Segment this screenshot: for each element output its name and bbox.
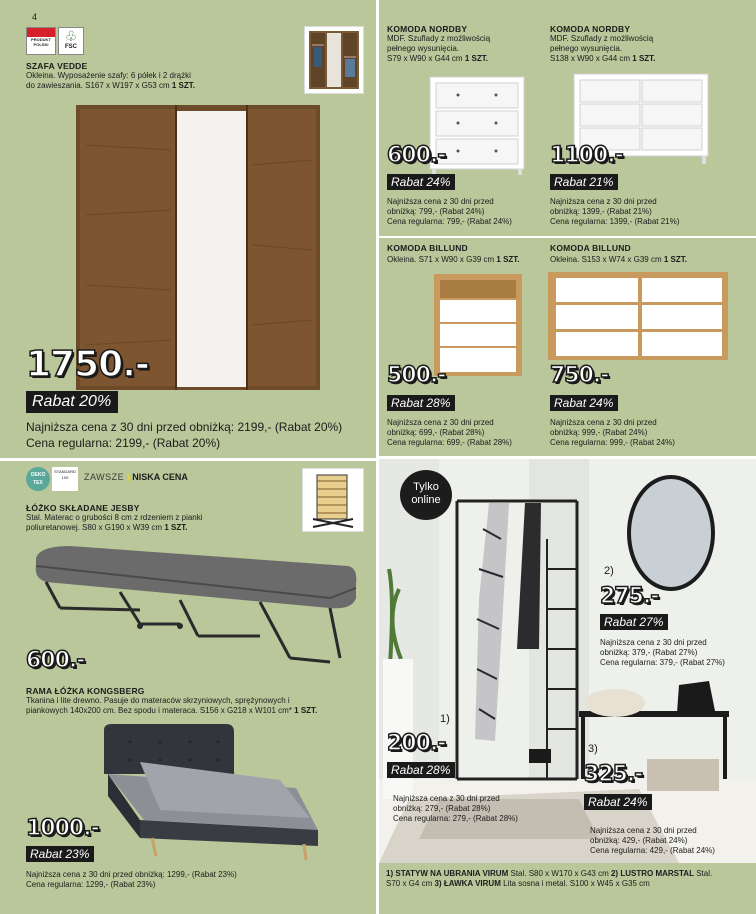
lozko-description: [26, 513, 296, 533]
tree-icon: ♧: [64, 28, 78, 44]
billund2-title: KOMODA BILLUND: [550, 243, 631, 253]
oeko-tex-badge: [26, 467, 50, 491]
szafa-title: SZAFA VEDDE: [26, 61, 88, 71]
lustro-marker: 2): [604, 565, 614, 577]
wardrobe-interior-thumbnail: [304, 26, 364, 94]
szafa-price: 1750.-: [26, 344, 149, 385]
rama-lowest-price: Najniższa cena z 30 dni przed obniżką: 1299,- (Rabat 23%): [26, 870, 237, 879]
nordby2-price: 1100.-: [550, 143, 623, 168]
nordby1-lowest-line2: obniżką: 799,- (Rabat 24%): [387, 207, 485, 216]
lustro-lowest-line1: Najniższa cena z 30 dni przed: [600, 638, 707, 647]
nordby2-desc-line2: pełnego wysunięcia.: [550, 44, 623, 53]
nordby1-title: KOMODA NORDBY: [387, 24, 468, 34]
footer-t3: ŁAWKA VIRUM: [443, 879, 501, 888]
nordby1-regular: Cena regularna: 799,- (Rabat 24%): [387, 217, 512, 226]
szafa-description: [26, 71, 286, 91]
zawsze-niska-cena-badge: [84, 472, 188, 482]
nordby1-desc-line1: MDF. Szuflady z możliwością: [387, 34, 491, 43]
lawka-rabat-badge: Rabat 24%: [584, 794, 652, 810]
nordby2-lowest-line1: Najniższa cena z 30 dni przed: [550, 197, 657, 206]
billund1-rabat-badge: Rabat 28%: [387, 395, 455, 411]
lozko-price: 600.-: [26, 648, 85, 673]
lawka-price: 325.-: [584, 762, 643, 787]
lozko-desc-line1: Stal. Materac o grubości 8 cm z rdzeniem z pianki: [26, 513, 203, 522]
szafa-regular-price: Cena regularna: 2199,- (Rabat 20%): [26, 436, 221, 450]
niska-cena-label: NISKA CENA: [132, 472, 188, 482]
nordby2-desc-line1: MDF. Szuflady z możliwością: [550, 34, 654, 43]
rama-qty: 1 SZT.: [294, 706, 318, 715]
nordby1-qty: 1 SZT.: [464, 54, 488, 63]
horizontal-divider-left-mid: [0, 458, 376, 461]
footer-n1: 1): [386, 869, 394, 878]
szafa-lowest-price: Najniższa cena z 30 dni przed obniżką: 2199,- (Rabat 20%): [26, 420, 343, 434]
fsc-badge: [58, 27, 84, 55]
szafa-qty: 1 SZT.: [171, 81, 195, 90]
billund2-lowest-line2: obniżką: 999,- (Rabat 24%): [550, 428, 648, 437]
lustro-rabat-badge: Rabat 27%: [600, 614, 668, 630]
produkt-polski-badge: [26, 27, 56, 55]
nordby2-regular: Cena regularna: 1399,- (Rabat 21%): [550, 217, 680, 226]
lustro-price: 275.-: [600, 584, 659, 609]
billund1-regular: Cena regularna: 699,- (Rabat 28%): [387, 438, 512, 447]
nordby2-lowest-line2: obniżką: 1399,- (Rabat 21%): [550, 207, 652, 216]
hallway-footer: [386, 869, 750, 889]
statyw-price: 200.-: [387, 731, 446, 756]
lozko-qty: 1 SZT.: [164, 523, 188, 532]
standard-badge: [52, 467, 78, 491]
nordby1-desc-line2: pełnego wysunięcia.: [387, 44, 460, 53]
footer-n2: 2): [610, 869, 619, 878]
szafa-desc-line1: Okleina. Wyposażenie szafy: 6 półek i 2 drążki: [26, 71, 191, 80]
nordby2-qty: 1 SZT.: [632, 54, 656, 63]
nordby1-price: 600.-: [387, 143, 446, 168]
billund1-price-info: [387, 418, 547, 448]
folding-bed-thumbnail: [302, 468, 364, 532]
statyw-lowest-line2: obniżką: 279,- (Rabat 28%): [393, 804, 491, 813]
nordby1-description: [387, 34, 537, 64]
billund2-price: 750.-: [550, 363, 609, 388]
nordby2-description: [550, 34, 710, 64]
lozko-title: ŁÓŻKO SKŁADANE JESBY: [26, 503, 140, 513]
nordby1-rabat-badge: Rabat 24%: [387, 174, 455, 190]
oeko-tex-label: OEKO TEX: [30, 472, 46, 486]
billund1-lowest-line2: obniżką: 699,- (Rabat 28%): [387, 428, 485, 437]
billund1-price: 500.-: [387, 363, 446, 388]
nordby1-desc-line3: S79 x W90 x G44 cm: [387, 54, 463, 63]
footer-t2: LUSTRO MARSTAL: [620, 869, 694, 878]
online-bubble-line2: online: [411, 494, 441, 506]
nordby1-lowest-line1: Najniższa cena z 30 dni przed: [387, 197, 494, 206]
rama-desc-line1: Tkanina i lite drewno. Pasuje do materaców skrzyniowych, sprężynowych i: [26, 696, 290, 705]
billund2-desc: Okleina. S153 x W74 x G39 cm: [550, 255, 662, 264]
billund2-regular: Cena regularna: 999,- (Rabat 24%): [550, 438, 675, 447]
rama-rabat-badge: Rabat 23%: [26, 846, 94, 862]
page-number: 4: [32, 12, 38, 22]
statyw-lowest-line1: Najniższa cena z 30 dni przed: [393, 794, 500, 803]
rama-price: 1000.-: [26, 816, 99, 841]
bed-frame-image: [100, 722, 322, 862]
lozko-desc-line2: poliuretanowej. S80 x G190 x W39 cm: [26, 523, 163, 532]
billund2-lowest-line1: Najniższa cena z 30 dni przed: [550, 418, 657, 427]
nordby1-price-info: [387, 197, 547, 227]
statyw-regular: Cena regularna: 279,- (Rabat 28%): [393, 814, 518, 823]
lustro-price-info: [600, 638, 750, 668]
footer-t1: STATYW NA UBRANIA VIRUM: [395, 869, 509, 878]
lustro-regular: Cena regularna: 379,- (Rabat 27%): [600, 658, 725, 667]
standard-label: STANDARD 100: [54, 469, 76, 480]
billund1-lowest-line1: Najniższa cena z 30 dni przed: [387, 418, 494, 427]
billund2-price-info: [550, 418, 730, 448]
horizontal-divider-right-top: [379, 236, 756, 238]
rama-title: RAMA ŁÓŻKA KONGSBERG: [26, 686, 145, 696]
nordby2-rabat-badge: Rabat 21%: [550, 174, 618, 190]
billund2-description: [550, 255, 730, 265]
lawka-price-info: [590, 826, 740, 856]
lawka-marker: 3): [588, 743, 598, 755]
lawka-lowest-line2: obniżką: 429,- (Rabat 24%): [590, 836, 688, 845]
lemon-arc-icon: ): [126, 472, 130, 482]
fsc-label: FSC: [65, 44, 77, 50]
produkt-polski-label: PRODUKT POLSKI: [31, 37, 51, 47]
online-bubble-line1: Tylko: [413, 481, 439, 493]
rama-desc-line2: piankowych 140x200 cm. Bez spodu i materaca. S156 x G218 x W101 cm*: [26, 706, 292, 715]
online-bubble: [400, 470, 452, 520]
nordby2-price-info: [550, 197, 730, 227]
szafa-desc-line2: do zawieszania. S167 x W197 x G53 cm: [26, 81, 170, 90]
footer-n3: 3): [434, 879, 442, 888]
statyw-rabat-badge: Rabat 28%: [387, 762, 455, 778]
footer-d1: Stal. S80 x W170 x G43 cm: [510, 869, 609, 878]
lawka-regular: Cena regularna: 429,- (Rabat 24%): [590, 846, 715, 855]
footer-d2b: S70 x G4 cm: [386, 879, 433, 888]
footer-d3: Lita sosna i metal. S100 x W45 x G35 cm: [503, 879, 650, 888]
billund1-description: [387, 255, 547, 265]
billund1-title: KOMODA BILLUND: [387, 243, 468, 253]
billund2-qty: 1 SZT.: [663, 255, 687, 264]
lustro-lowest-line2: obniżką: 379,- (Rabat 27%): [600, 648, 698, 657]
statyw-marker: 1): [440, 713, 450, 725]
lawka-lowest-line1: Najniższa cena z 30 dni przed: [590, 826, 697, 835]
billund1-qty: 1 SZT.: [496, 255, 520, 264]
rama-description: [26, 696, 371, 716]
szafa-rabat-badge: Rabat 20%: [26, 391, 118, 413]
nordby2-title: KOMODA NORDBY: [550, 24, 631, 34]
footer-d2a: Stal.: [696, 869, 713, 878]
billund1-dresser-image: [432, 272, 524, 380]
billund2-dresser-image: [546, 270, 730, 366]
zawsze-label: ZAWSZE: [84, 472, 125, 482]
statyw-price-info: [393, 794, 543, 824]
rama-regular-price: Cena regularna: 1299,- (Rabat 23%): [26, 880, 156, 889]
billund2-rabat-badge: Rabat 24%: [550, 395, 618, 411]
nordby2-desc-line3: S138 x W90 x G44 cm: [550, 54, 631, 63]
billund1-desc: Okleina. S71 x W90 x G39 cm: [387, 255, 495, 264]
